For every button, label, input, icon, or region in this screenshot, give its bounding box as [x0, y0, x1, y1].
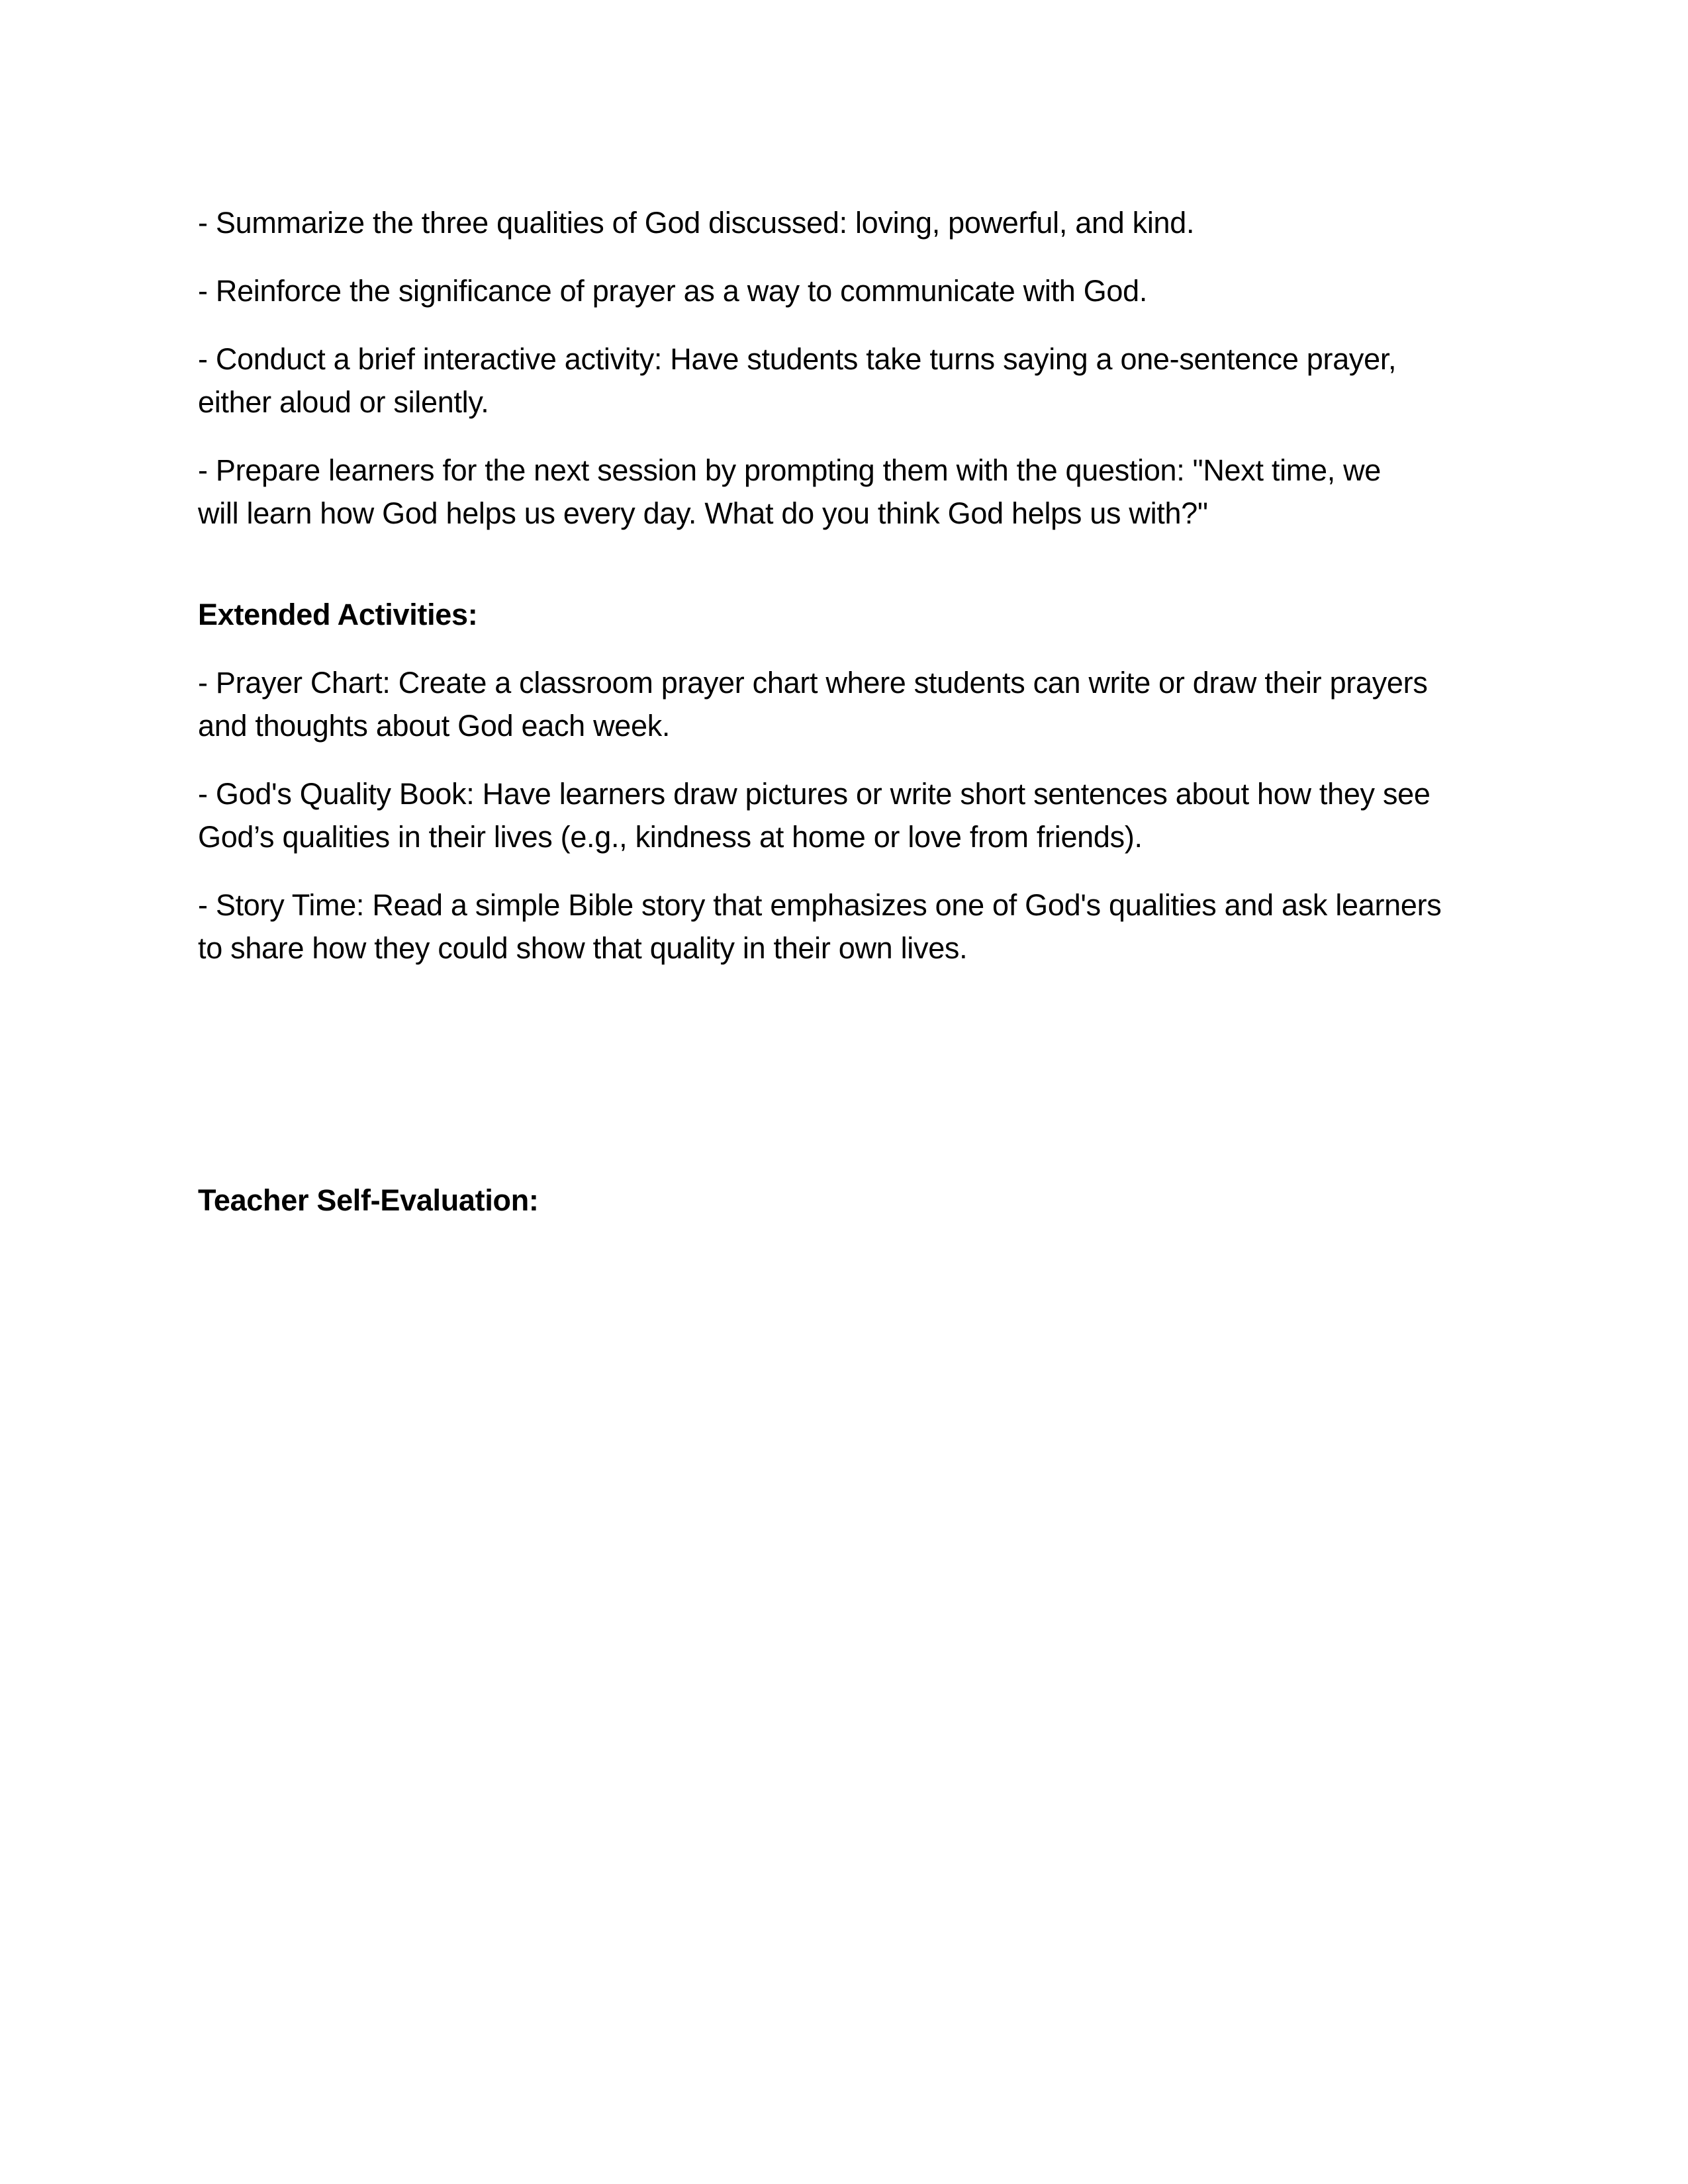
- paragraph-line: and thoughts about God each week.: [198, 709, 671, 743]
- paragraph-line: will learn how God helps us every day. What do you think God helps us with?": [198, 496, 1208, 530]
- bullet-paragraph: [198, 772, 1493, 858]
- bullet-paragraph: [198, 338, 1493, 424]
- bullet-paragraph: [198, 884, 1493, 970]
- closing-section: [198, 201, 1493, 535]
- paragraph-line: - Summarize the three qualities of God discussed: loving, powerful, and kind.: [198, 206, 1195, 240]
- teacher-self-evaluation-section: [198, 1179, 1493, 1222]
- bullet-paragraph: [198, 201, 1493, 244]
- paragraph-line: - God's Quality Book: Have learners draw pictures or write short sentences about how they see: [198, 777, 1430, 811]
- document-content: [198, 201, 1493, 1222]
- paragraph-line: either aloud or silently.: [198, 385, 489, 419]
- paragraph-line: to share how they could show that quality in their own lives.: [198, 931, 968, 965]
- teacher-self-evaluation-heading: Teacher Self-Evaluation:: [198, 1183, 539, 1217]
- paragraph-line: - Conduct a brief interactive activity: Have students take turns saying a one-sentence prayer,: [198, 342, 1397, 376]
- paragraph-line: - Prepare learners for the next session by prompting them with the question: "Next time, we: [198, 453, 1382, 487]
- paragraph-line: God’s qualities in their lives (e.g., kindness at home or love from friends).: [198, 820, 1143, 854]
- bullet-paragraph: [198, 661, 1493, 747]
- bullet-paragraph: [198, 449, 1493, 535]
- paragraph-line: - Story Time: Read a simple Bible story that emphasizes one of God's qualities and ask learners: [198, 888, 1442, 922]
- paragraph-line: - Prayer Chart: Create a classroom prayer chart where students can write or draw their prayers: [198, 666, 1428, 700]
- paragraph-line: - Reinforce the significance of prayer as a way to communicate with God.: [198, 274, 1148, 308]
- extended-activities-heading: Extended Activities:: [198, 598, 478, 631]
- bullet-paragraph: [198, 269, 1493, 312]
- extended-activities-section: [198, 593, 1493, 970]
